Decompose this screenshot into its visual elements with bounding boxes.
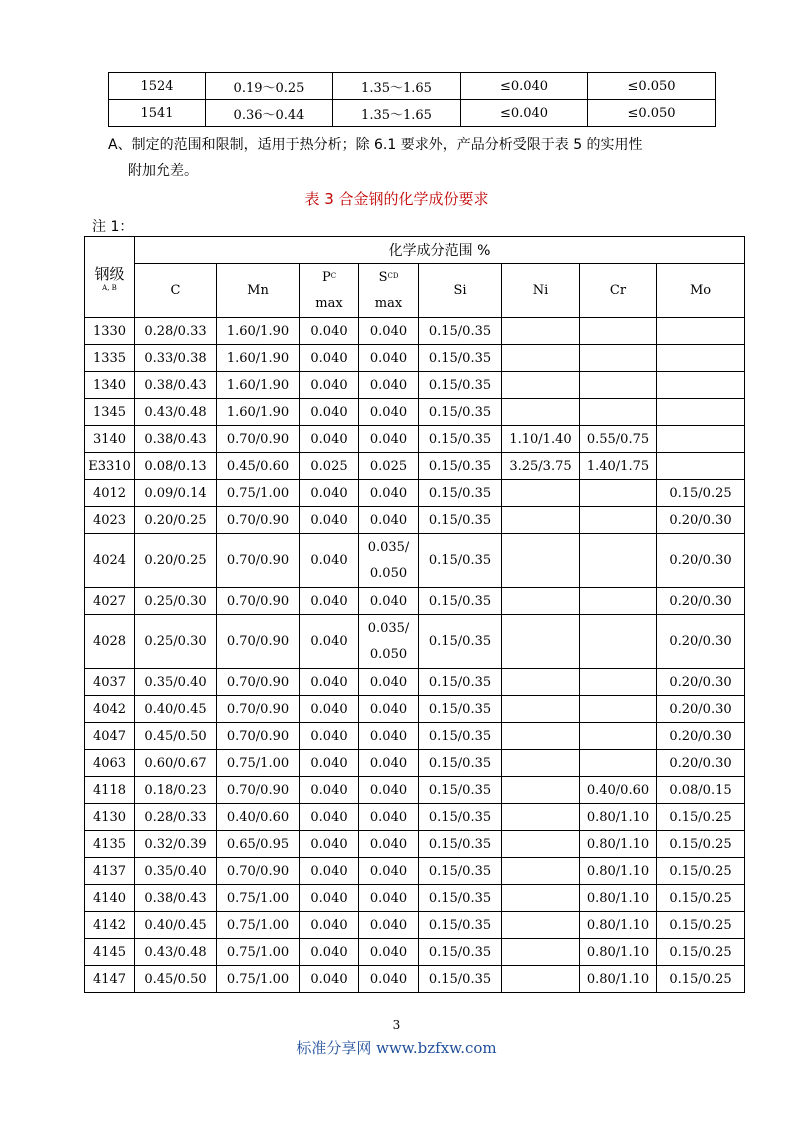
cell-mo [657, 318, 745, 345]
cell-si: 0.15/0.35 [419, 480, 502, 507]
cell-mn: 0.70/0.90 [217, 723, 300, 750]
header-row-1 [85, 237, 745, 264]
cell-grade: E3310 [85, 453, 135, 480]
cell-p: 0.040 [300, 804, 359, 831]
cell-c: 0.32/0.39 [135, 831, 217, 858]
cell-s [359, 615, 419, 669]
cell-mn: 0.70/0.90 [217, 615, 300, 669]
cell-c: 0.33/0.38 [135, 345, 217, 372]
cell-c: 0.09/0.14 [135, 480, 217, 507]
cell-p: 0.040 [300, 858, 359, 885]
top-continuation-table [108, 72, 716, 127]
cell-mn: 0.75/1.00 [217, 912, 300, 939]
cell-ni [502, 723, 580, 750]
cell-grade: 4130 [85, 804, 135, 831]
cell-c: 0.20/0.25 [135, 534, 217, 588]
cell-mo: 0.20/0.30 [657, 696, 745, 723]
cell-s: 0.040 [359, 885, 419, 912]
cell-cr [580, 507, 657, 534]
cell-si: 0.15/0.35 [419, 399, 502, 426]
top-table-cell: 1.35～1.65 [333, 100, 461, 127]
table-row [85, 480, 745, 507]
cell-cr: 0.80/1.10 [580, 939, 657, 966]
cell-s: 0.040 [359, 669, 419, 696]
cell-cr: 0.80/1.10 [580, 885, 657, 912]
cell-mn: 1.60/1.90 [217, 318, 300, 345]
cell-p: 0.040 [300, 912, 359, 939]
top-table-body [109, 73, 716, 127]
cell-mn: 0.70/0.90 [217, 777, 300, 804]
col-header-cr: Cr [580, 264, 657, 318]
table-title: 表 3 合金钢的化学成份要求 [304, 190, 489, 208]
cell-c: 0.18/0.23 [135, 777, 217, 804]
top-table-cell: 0.36～0.44 [206, 100, 333, 127]
cell-mo: 0.20/0.30 [657, 723, 745, 750]
cell-cr: 0.80/1.10 [580, 966, 657, 993]
cell-p: 0.040 [300, 966, 359, 993]
col-header-s [359, 264, 419, 318]
cell-cr [580, 588, 657, 615]
cell-mo: 0.15/0.25 [657, 480, 745, 507]
cell-s-line2: 0.050 [369, 646, 408, 662]
cell-cr: 0.40/0.60 [580, 777, 657, 804]
cell-c: 0.45/0.50 [135, 966, 217, 993]
cell-ni [502, 885, 580, 912]
cell-si: 0.15/0.35 [419, 750, 502, 777]
cell-mn: 0.45/0.60 [217, 453, 300, 480]
top-table-cell: 1.35～1.65 [333, 73, 461, 100]
cell-ni [502, 939, 580, 966]
table-row [85, 885, 745, 912]
cell-si: 0.15/0.35 [419, 858, 502, 885]
cell-p: 0.040 [300, 426, 359, 453]
table-row [85, 804, 745, 831]
cell-mo: 0.20/0.30 [657, 507, 745, 534]
top-table-row [109, 73, 716, 100]
cell-grade: 4147 [85, 966, 135, 993]
cell-p: 0.040 [300, 372, 359, 399]
table-row [85, 777, 745, 804]
cell-p: 0.040 [300, 588, 359, 615]
cell-p: 0.040 [300, 696, 359, 723]
col-header-mo: Mo [657, 264, 745, 318]
top-table-cell: ≤0.050 [588, 73, 716, 100]
col-header-ni: Ni [502, 264, 580, 318]
cell-c: 0.25/0.30 [135, 588, 217, 615]
cell-p: 0.040 [300, 750, 359, 777]
table-row [85, 858, 745, 885]
cell-si: 0.15/0.35 [419, 831, 502, 858]
cell-mn: 0.70/0.90 [217, 507, 300, 534]
table-row [85, 588, 745, 615]
cell-grade: 4037 [85, 669, 135, 696]
main-table-body [85, 318, 745, 993]
cell-mn: 0.65/0.95 [217, 831, 300, 858]
top-table-cell: 1524 [109, 73, 206, 100]
cell-c: 0.08/0.13 [135, 453, 217, 480]
cell-c: 0.60/0.67 [135, 750, 217, 777]
cell-ni [502, 669, 580, 696]
cell-si: 0.15/0.35 [419, 318, 502, 345]
table-row [85, 723, 745, 750]
cell-s: 0.040 [359, 696, 419, 723]
table-row [85, 831, 745, 858]
cell-mn: 0.75/1.00 [217, 939, 300, 966]
col-header-si: Si [419, 264, 502, 318]
cell-si: 0.15/0.35 [419, 912, 502, 939]
cell-si: 0.15/0.35 [419, 534, 502, 588]
cell-grade: 4137 [85, 858, 135, 885]
cell-mo [657, 453, 745, 480]
cell-s: 0.040 [359, 966, 419, 993]
cell-s: 0.040 [359, 588, 419, 615]
cell-cr [580, 399, 657, 426]
cell-cr [580, 372, 657, 399]
cell-s: 0.040 [359, 831, 419, 858]
cell-mn: 1.60/1.90 [217, 399, 300, 426]
cell-s: 0.040 [359, 912, 419, 939]
cell-grade: 4118 [85, 777, 135, 804]
cell-s: 0.040 [359, 318, 419, 345]
table-row [85, 372, 745, 399]
col-p-max: max [315, 295, 343, 311]
cell-mo: 0.15/0.25 [657, 885, 745, 912]
table-row [85, 939, 745, 966]
cell-mn: 0.70/0.90 [217, 858, 300, 885]
cell-cr [580, 696, 657, 723]
cell-c: 0.28/0.33 [135, 804, 217, 831]
alloy-steel-composition-table [84, 236, 745, 993]
table-row [85, 669, 745, 696]
table-row [85, 318, 745, 345]
top-table-cell: ≤0.040 [461, 73, 588, 100]
cell-grade: 1330 [85, 318, 135, 345]
cell-mo: 0.20/0.30 [657, 750, 745, 777]
cell-c: 0.20/0.25 [135, 507, 217, 534]
cell-mo: 0.15/0.25 [657, 858, 745, 885]
cell-cr: 0.80/1.10 [580, 804, 657, 831]
cell-si: 0.15/0.35 [419, 345, 502, 372]
cell-s: 0.040 [359, 399, 419, 426]
cell-p: 0.040 [300, 507, 359, 534]
cell-c: 0.40/0.45 [135, 912, 217, 939]
cell-ni [502, 615, 580, 669]
cell-si: 0.15/0.35 [419, 966, 502, 993]
cell-mn: 1.60/1.90 [217, 372, 300, 399]
cell-s: 0.040 [359, 507, 419, 534]
table-row [85, 696, 745, 723]
cell-c: 0.35/0.40 [135, 858, 217, 885]
composition-range-header: 化学成分范围 % [135, 237, 745, 264]
note-a-line2: 附加允差。 [128, 163, 198, 179]
cell-c: 0.40/0.45 [135, 696, 217, 723]
cell-mn: 0.70/0.90 [217, 426, 300, 453]
cell-s: 0.040 [359, 480, 419, 507]
table-row [85, 966, 745, 993]
cell-p: 0.040 [300, 345, 359, 372]
cell-si: 0.15/0.35 [419, 588, 502, 615]
cell-grade: 4142 [85, 912, 135, 939]
cell-grade: 4047 [85, 723, 135, 750]
cell-s: 0.040 [359, 372, 419, 399]
cell-mo: 0.08/0.15 [657, 777, 745, 804]
top-table-cell: ≤0.050 [588, 100, 716, 127]
cell-s: 0.040 [359, 777, 419, 804]
cell-s: 0.040 [359, 426, 419, 453]
cell-cr: 0.80/1.10 [580, 912, 657, 939]
table-row [85, 345, 745, 372]
cell-ni [502, 858, 580, 885]
cell-c: 0.38/0.43 [135, 885, 217, 912]
cell-c: 0.35/0.40 [135, 669, 217, 696]
cell-grade: 3140 [85, 426, 135, 453]
cell-ni [502, 750, 580, 777]
cell-grade: 4140 [85, 885, 135, 912]
cell-mn: 1.60/1.90 [217, 345, 300, 372]
cell-c: 0.38/0.43 [135, 426, 217, 453]
cell-mn: 0.75/1.00 [217, 750, 300, 777]
cell-ni [502, 318, 580, 345]
cell-p: 0.040 [300, 777, 359, 804]
col-header-p [300, 264, 359, 318]
cell-s-line1: 0.035/ [367, 539, 410, 555]
col-s-sup: CD [387, 271, 399, 280]
grade-label: 钢级 [94, 264, 125, 283]
cell-si: 0.15/0.35 [419, 723, 502, 750]
cell-cr [580, 480, 657, 507]
cell-ni: 3.25/3.75 [502, 453, 580, 480]
table-row [85, 534, 745, 588]
cell-ni [502, 912, 580, 939]
footer-site-link[interactable]: 标准分享网 www.bzfxw.com [296, 1039, 497, 1057]
top-table-cell: ≤0.040 [461, 100, 588, 127]
cell-s: 0.040 [359, 939, 419, 966]
cell-si: 0.15/0.35 [419, 696, 502, 723]
table-row [85, 750, 745, 777]
cell-p: 0.040 [300, 534, 359, 588]
header-row-2 [85, 264, 745, 318]
cell-mn: 0.70/0.90 [217, 534, 300, 588]
cell-mn: 0.75/1.00 [217, 480, 300, 507]
cell-grade: 4023 [85, 507, 135, 534]
cell-si: 0.15/0.35 [419, 615, 502, 669]
top-table-cell: 1541 [109, 100, 206, 127]
grade-superscript: A, B [102, 283, 117, 292]
col-header-c: C [135, 264, 217, 318]
cell-ni [502, 777, 580, 804]
cell-grade: 4028 [85, 615, 135, 669]
cell-grade: 4042 [85, 696, 135, 723]
cell-mo: 0.15/0.25 [657, 912, 745, 939]
cell-ni [502, 345, 580, 372]
cell-grade: 4012 [85, 480, 135, 507]
cell-mo [657, 426, 745, 453]
cell-s: 0.040 [359, 723, 419, 750]
cell-cr [580, 750, 657, 777]
cell-mn: 0.75/1.00 [217, 966, 300, 993]
cell-mo: 0.20/0.30 [657, 534, 745, 588]
cell-c: 0.43/0.48 [135, 939, 217, 966]
cell-s: 0.040 [359, 345, 419, 372]
cell-ni [502, 534, 580, 588]
note-1: 注 1： [92, 219, 134, 235]
cell-grade: 4135 [85, 831, 135, 858]
cell-si: 0.15/0.35 [419, 669, 502, 696]
cell-cr [580, 534, 657, 588]
cell-grade: 4145 [85, 939, 135, 966]
cell-s: 0.025 [359, 453, 419, 480]
col-p-sup: C [330, 271, 337, 280]
cell-s-line2: 0.050 [369, 565, 408, 581]
cell-c: 0.25/0.30 [135, 615, 217, 669]
grade-header [85, 237, 135, 318]
cell-ni [502, 399, 580, 426]
top-table-row [109, 100, 716, 127]
cell-p: 0.040 [300, 885, 359, 912]
cell-ni: 1.10/1.40 [502, 426, 580, 453]
col-s-label: S [378, 269, 388, 285]
cell-mo [657, 399, 745, 426]
cell-si: 0.15/0.35 [419, 885, 502, 912]
cell-p: 0.025 [300, 453, 359, 480]
cell-s: 0.040 [359, 750, 419, 777]
cell-ni [502, 372, 580, 399]
cell-c: 0.28/0.33 [135, 318, 217, 345]
cell-ni [502, 480, 580, 507]
cell-p: 0.040 [300, 480, 359, 507]
cell-ni [502, 831, 580, 858]
cell-mn: 0.70/0.90 [217, 669, 300, 696]
cell-si: 0.15/0.35 [419, 804, 502, 831]
table-row [85, 912, 745, 939]
cell-mn: 0.70/0.90 [217, 696, 300, 723]
cell-mo [657, 372, 745, 399]
cell-mo: 0.15/0.25 [657, 804, 745, 831]
note-a-line1: A、制定的范围和限制，适用于热分析；除 6.1 要求外，产品分析受限于表 5 的实用性 [108, 137, 643, 153]
cell-mn: 0.75/1.00 [217, 885, 300, 912]
cell-cr [580, 615, 657, 669]
table-row [85, 399, 745, 426]
cell-p: 0.040 [300, 318, 359, 345]
cell-si: 0.15/0.35 [419, 426, 502, 453]
cell-s: 0.040 [359, 804, 419, 831]
cell-cr: 0.80/1.10 [580, 858, 657, 885]
col-p-label: P [321, 269, 331, 285]
cell-cr: 0.80/1.10 [580, 831, 657, 858]
cell-mn: 0.40/0.60 [217, 804, 300, 831]
cell-s-line1: 0.035/ [367, 620, 410, 636]
cell-p: 0.040 [300, 399, 359, 426]
cell-c: 0.45/0.50 [135, 723, 217, 750]
cell-ni [502, 696, 580, 723]
col-s-max: max [374, 295, 403, 311]
cell-mo: 0.20/0.30 [657, 615, 745, 669]
cell-mo: 0.20/0.30 [657, 588, 745, 615]
cell-cr [580, 669, 657, 696]
top-table-cell: 0.19～0.25 [206, 73, 333, 100]
cell-s: 0.040 [359, 858, 419, 885]
cell-ni [502, 966, 580, 993]
cell-mo: 0.15/0.25 [657, 939, 745, 966]
cell-p: 0.040 [300, 831, 359, 858]
table-row [85, 507, 745, 534]
cell-cr [580, 723, 657, 750]
cell-p: 0.040 [300, 723, 359, 750]
cell-cr: 1.40/1.75 [580, 453, 657, 480]
cell-si: 0.15/0.35 [419, 453, 502, 480]
cell-cr: 0.55/0.75 [580, 426, 657, 453]
cell-si: 0.15/0.35 [419, 777, 502, 804]
cell-ni [502, 507, 580, 534]
table-row [85, 615, 745, 669]
cell-mn: 0.70/0.90 [217, 588, 300, 615]
cell-mo: 0.15/0.25 [657, 966, 745, 993]
cell-si: 0.15/0.35 [419, 507, 502, 534]
cell-grade: 4063 [85, 750, 135, 777]
cell-grade: 4024 [85, 534, 135, 588]
cell-si: 0.15/0.35 [419, 372, 502, 399]
cell-cr [580, 318, 657, 345]
cell-grade: 4027 [85, 588, 135, 615]
cell-mo [657, 345, 745, 372]
cell-p: 0.040 [300, 669, 359, 696]
cell-mo: 0.15/0.25 [657, 831, 745, 858]
cell-s [359, 534, 419, 588]
cell-p: 0.040 [300, 939, 359, 966]
table-row [85, 453, 745, 480]
page-number: 3 [392, 1018, 401, 1032]
col-header-mn: Mn [217, 264, 300, 318]
cell-grade: 1340 [85, 372, 135, 399]
table-row [85, 426, 745, 453]
cell-cr [580, 345, 657, 372]
cell-grade: 1335 [85, 345, 135, 372]
cell-p: 0.040 [300, 615, 359, 669]
cell-ni [502, 804, 580, 831]
cell-si: 0.15/0.35 [419, 939, 502, 966]
cell-c: 0.38/0.43 [135, 372, 217, 399]
cell-grade: 1345 [85, 399, 135, 426]
cell-c: 0.43/0.48 [135, 399, 217, 426]
cell-ni [502, 588, 580, 615]
cell-mo: 0.20/0.30 [657, 669, 745, 696]
